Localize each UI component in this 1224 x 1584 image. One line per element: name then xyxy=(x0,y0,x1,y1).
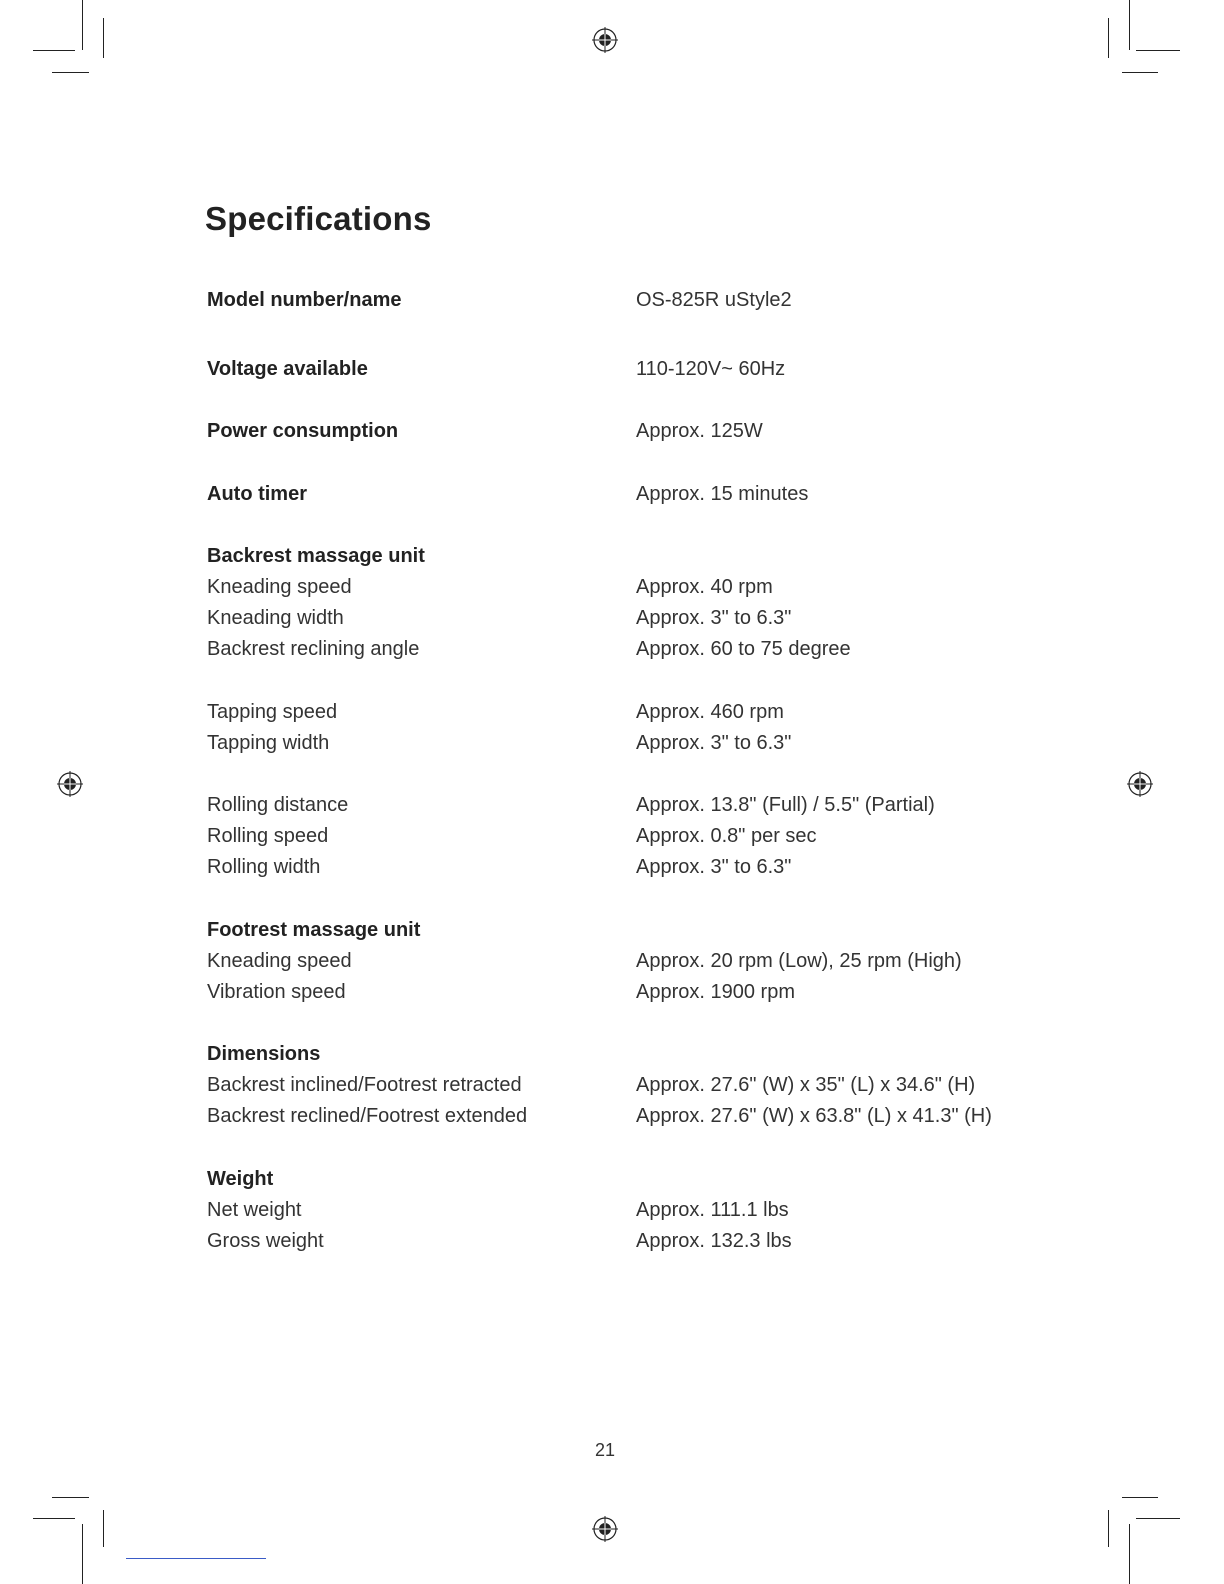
spec-label: Tapping speed xyxy=(207,701,338,723)
spec-label: Backrest inclined/Footrest retracted xyxy=(207,1074,522,1096)
spec-label: Kneading speed xyxy=(207,950,352,972)
spec-label: Tapping width xyxy=(207,732,330,754)
crop-mark-bottom-right-v2 xyxy=(1129,1524,1130,1584)
spec-label: Rolling distance xyxy=(207,794,349,816)
spec-label: Kneading speed xyxy=(207,576,352,598)
spec-value: Approx. 0.8" per sec xyxy=(636,825,817,847)
spec-value-timer: Approx. 15 minutes xyxy=(636,483,809,505)
spec-value: Approx. 27.6" (W) x 35" (L) x 34.6" (H) xyxy=(636,1074,976,1096)
crop-mark-top-right-h1 xyxy=(1136,50,1180,51)
spec-value: Approx. 20 rpm (Low), 25 rpm (High) xyxy=(636,950,962,972)
section-heading-footrest: Footrest massage unit xyxy=(207,919,421,941)
spec-label-model: Model number/name xyxy=(207,289,402,311)
spec-label: Backrest reclined/Footrest extended xyxy=(207,1105,528,1127)
crop-mark-bottom-right-h2 xyxy=(1136,1518,1180,1519)
spec-value: Approx. 3" to 6.3" xyxy=(636,856,792,878)
spec-value-voltage: 110-120V~ 60Hz xyxy=(636,358,786,380)
registration-mark-icon xyxy=(1127,771,1153,797)
spec-value: Approx. 111.1 lbs xyxy=(636,1199,789,1221)
spec-label: Rolling width xyxy=(207,856,321,878)
crop-mark-top-left-h1 xyxy=(33,50,75,51)
spec-value: Approx. 40 rpm xyxy=(636,576,773,598)
registration-mark-icon xyxy=(57,771,83,797)
spec-label: Kneading width xyxy=(207,607,344,629)
crop-mark-top-right-h2 xyxy=(1122,72,1158,73)
crop-mark-bottom-right-v1 xyxy=(1108,1510,1109,1547)
spec-label-voltage: Voltage available xyxy=(207,358,368,380)
page-number: 21 xyxy=(595,1440,616,1460)
spec-label-timer: Auto timer xyxy=(207,483,307,505)
crop-mark-top-left-h2 xyxy=(52,72,89,73)
crop-mark-bottom-left-v1 xyxy=(82,1524,83,1584)
spec-value-model: OS-825R uStyle2 xyxy=(636,289,792,311)
section-heading-backrest: Backrest massage unit xyxy=(207,545,425,567)
spec-value: Approx. 460 rpm xyxy=(636,701,784,723)
registration-mark-icon xyxy=(592,1516,618,1542)
spec-label: Rolling speed xyxy=(207,825,329,847)
spec-value: Approx. 13.8" (Full) / 5.5" (Partial) xyxy=(636,794,935,816)
spec-value: Approx. 132.3 lbs xyxy=(636,1230,792,1252)
spec-value: Approx. 3" to 6.3" xyxy=(636,607,792,629)
spec-value-power: Approx. 125W xyxy=(636,420,763,442)
spec-label: Backrest reclining angle xyxy=(207,638,420,660)
bottom-rule xyxy=(126,1558,266,1559)
registration-mark-icon xyxy=(592,27,618,53)
section-heading-dimensions: Dimensions xyxy=(207,1043,321,1065)
crop-mark-top-right-v2 xyxy=(1129,0,1130,50)
spec-value: Approx. 3" to 6.3" xyxy=(636,732,792,754)
page-title: Specifications xyxy=(205,200,432,237)
section-heading-weight: Weight xyxy=(207,1168,274,1190)
spec-value: Approx. 60 to 75 degree xyxy=(636,638,851,660)
spec-label-power: Power consumption xyxy=(207,420,399,442)
crop-mark-bottom-left-v2 xyxy=(103,1510,104,1547)
crop-mark-top-left-v2 xyxy=(103,18,104,58)
crop-mark-bottom-right-h1 xyxy=(1122,1497,1158,1498)
spec-value: Approx. 27.6" (W) x 63.8" (L) x 41.3" (H) xyxy=(636,1105,992,1127)
spec-label: Vibration speed xyxy=(207,981,346,1003)
spec-label: Net weight xyxy=(207,1199,302,1221)
crop-mark-bottom-left-h2 xyxy=(33,1518,75,1519)
crop-mark-bottom-left-h1 xyxy=(52,1497,89,1498)
spec-label: Gross weight xyxy=(207,1230,324,1252)
crop-mark-top-right-v1 xyxy=(1108,18,1109,58)
crop-mark-top-left-v1 xyxy=(82,0,83,50)
spec-value: Approx. 1900 rpm xyxy=(636,981,795,1003)
